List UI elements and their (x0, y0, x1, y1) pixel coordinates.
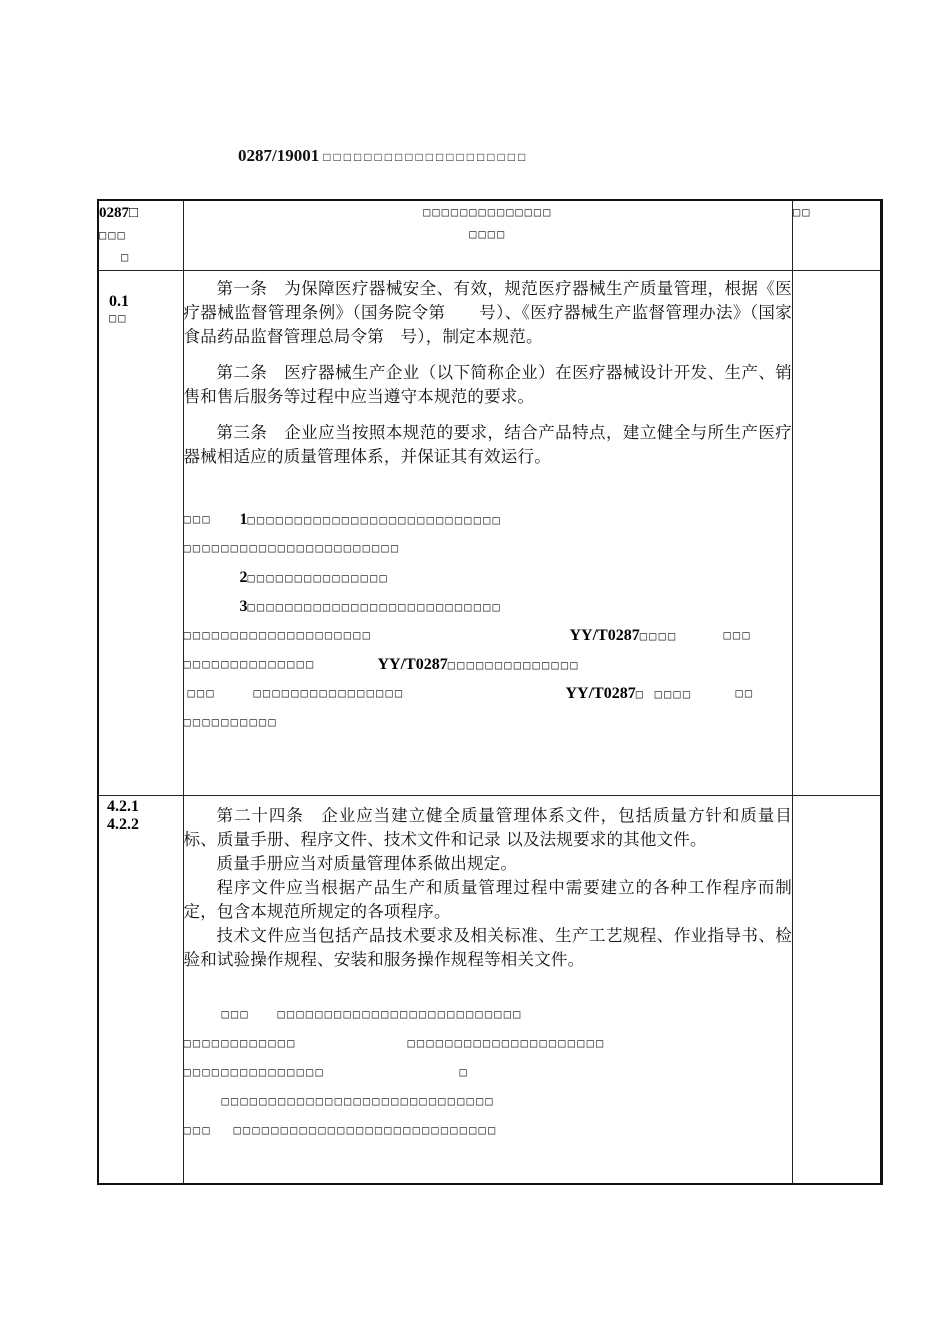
mapping-line-7: □□□ □□□□□□□□□□□□□□□□ YY/T0287□ □□□□ □□ (187, 685, 755, 702)
mapping-line-2: □□□□□□□□□□□□ □□□□□□□□□□□□□□□□□□□□□ (183, 1036, 606, 1050)
mapping-line-2: □□□□□□□□□□□□□□□□□□□□□□□ (183, 541, 401, 555)
notes-cell (793, 271, 882, 796)
header-col1-line3: □ (121, 250, 131, 264)
table-row (98, 796, 882, 1185)
clause-sub: □□ (109, 311, 128, 325)
requirements-cell (183, 796, 793, 1185)
clause-cell (98, 796, 183, 1185)
header-col-requirements (183, 200, 793, 271)
table-row (98, 271, 882, 796)
header-col2-line1: □□□□□□□□□□□□□□ (423, 205, 553, 219)
header-col1-line2: □□□ (99, 228, 127, 242)
mapping-line-5: □□□ □□□□□□□□□□□□□□□□□□□□□□□□□□□□ (183, 1123, 498, 1137)
requirements-cell (183, 271, 793, 796)
mapping-line-4: □□□□□□□□□□□□□□□□□□□□□□□□□□□□□ (221, 1094, 495, 1108)
table-header-row (98, 200, 882, 271)
article-24: 第二十四条 企业应当建立健全质量管理体系文件，包括质量方针和质量目标、质量手册、程序文件、技术文件和记录 以及法规要求的其他文件。 (183, 806, 792, 849)
title-text: □□□□□□□□□□□□□□□□□□□□ (323, 150, 529, 164)
article-3: 第三条 企业应当按照本规范的要求，结合产品特点，建立健全与所生产医疗器械相适应的质量管理体系，并保证其有效运行。 (183, 423, 792, 466)
mapping-line-1: □□□ 1□□□□□□□□□□□□□□□□□□□□□□□□□□□ (183, 511, 502, 528)
mapping-line-1: □□□ □□□□□□□□□□□□□□□□□□□□□□□□□□ (221, 1007, 523, 1021)
comparison-table (97, 199, 883, 1185)
header-col-standard (98, 200, 183, 271)
header-col1-line1: 0287□ (99, 205, 139, 221)
technical-docs-para: 技术文件应当包括产品技术要求及相关标准、生产工艺规程、作业指导书、检验和试验操作规程、安装和服务操作规程等相关文件。 (183, 926, 792, 969)
title-code: 0287/19001 (238, 146, 320, 165)
mapping-line-3: 2□□□□□□□□□□□□□□□ (239, 569, 389, 586)
document-title (238, 146, 528, 166)
mapping-line-3: □□□□□□□□□□□□□□□ □ (183, 1065, 469, 1079)
procedure-docs-para: 程序文件应当根据产品生产和质量管理过程中需要建立的各种工作程序而制定，包含本规范所规定的各项程序。 (183, 878, 792, 921)
mapping-line-8: □□□□□□□□□□ (183, 715, 278, 729)
mapping-line-4: 3□□□□□□□□□□□□□□□□□□□□□□□□□□□ (239, 598, 502, 615)
clause-cell (98, 271, 183, 796)
mapping-line-5: □□□□□□□□□□□□□□□□□□□□ YY/T0287□□□□ □□□ (183, 627, 752, 644)
header-col-notes (793, 200, 882, 271)
mapping-line-6: □□□□□□□□□□□□□□ YY/T0287□□□□□□□□□□□□□□ (183, 656, 580, 673)
notes-cell (793, 796, 882, 1185)
header-col2-line2: □□□□ (469, 227, 507, 241)
clause-number: 0.1 (109, 293, 129, 310)
quality-manual-para: 质量手册应当对质量管理体系做出规定。 (216, 854, 518, 873)
clause-number-2: 4.2.2 (107, 816, 139, 833)
article-1: 第一条 为保障医疗器械安全、有效，规范医疗器械生产质量管理，根据《医疗器械监督管理条例》（国务院令第 号）、《医疗器械生产监督管理办法》（国家食品药品监督管理总局令第 号），制定本规范。 (183, 279, 792, 346)
header-col3: □□ (793, 205, 812, 219)
article-2: 第二条 医疗器械生产企业（以下简称企业）在医疗器械设计开发、生产、销售和售后服务等过程中应当遵守本规范的要求。 (183, 363, 792, 406)
clause-number-1: 4.2.1 (107, 798, 139, 815)
